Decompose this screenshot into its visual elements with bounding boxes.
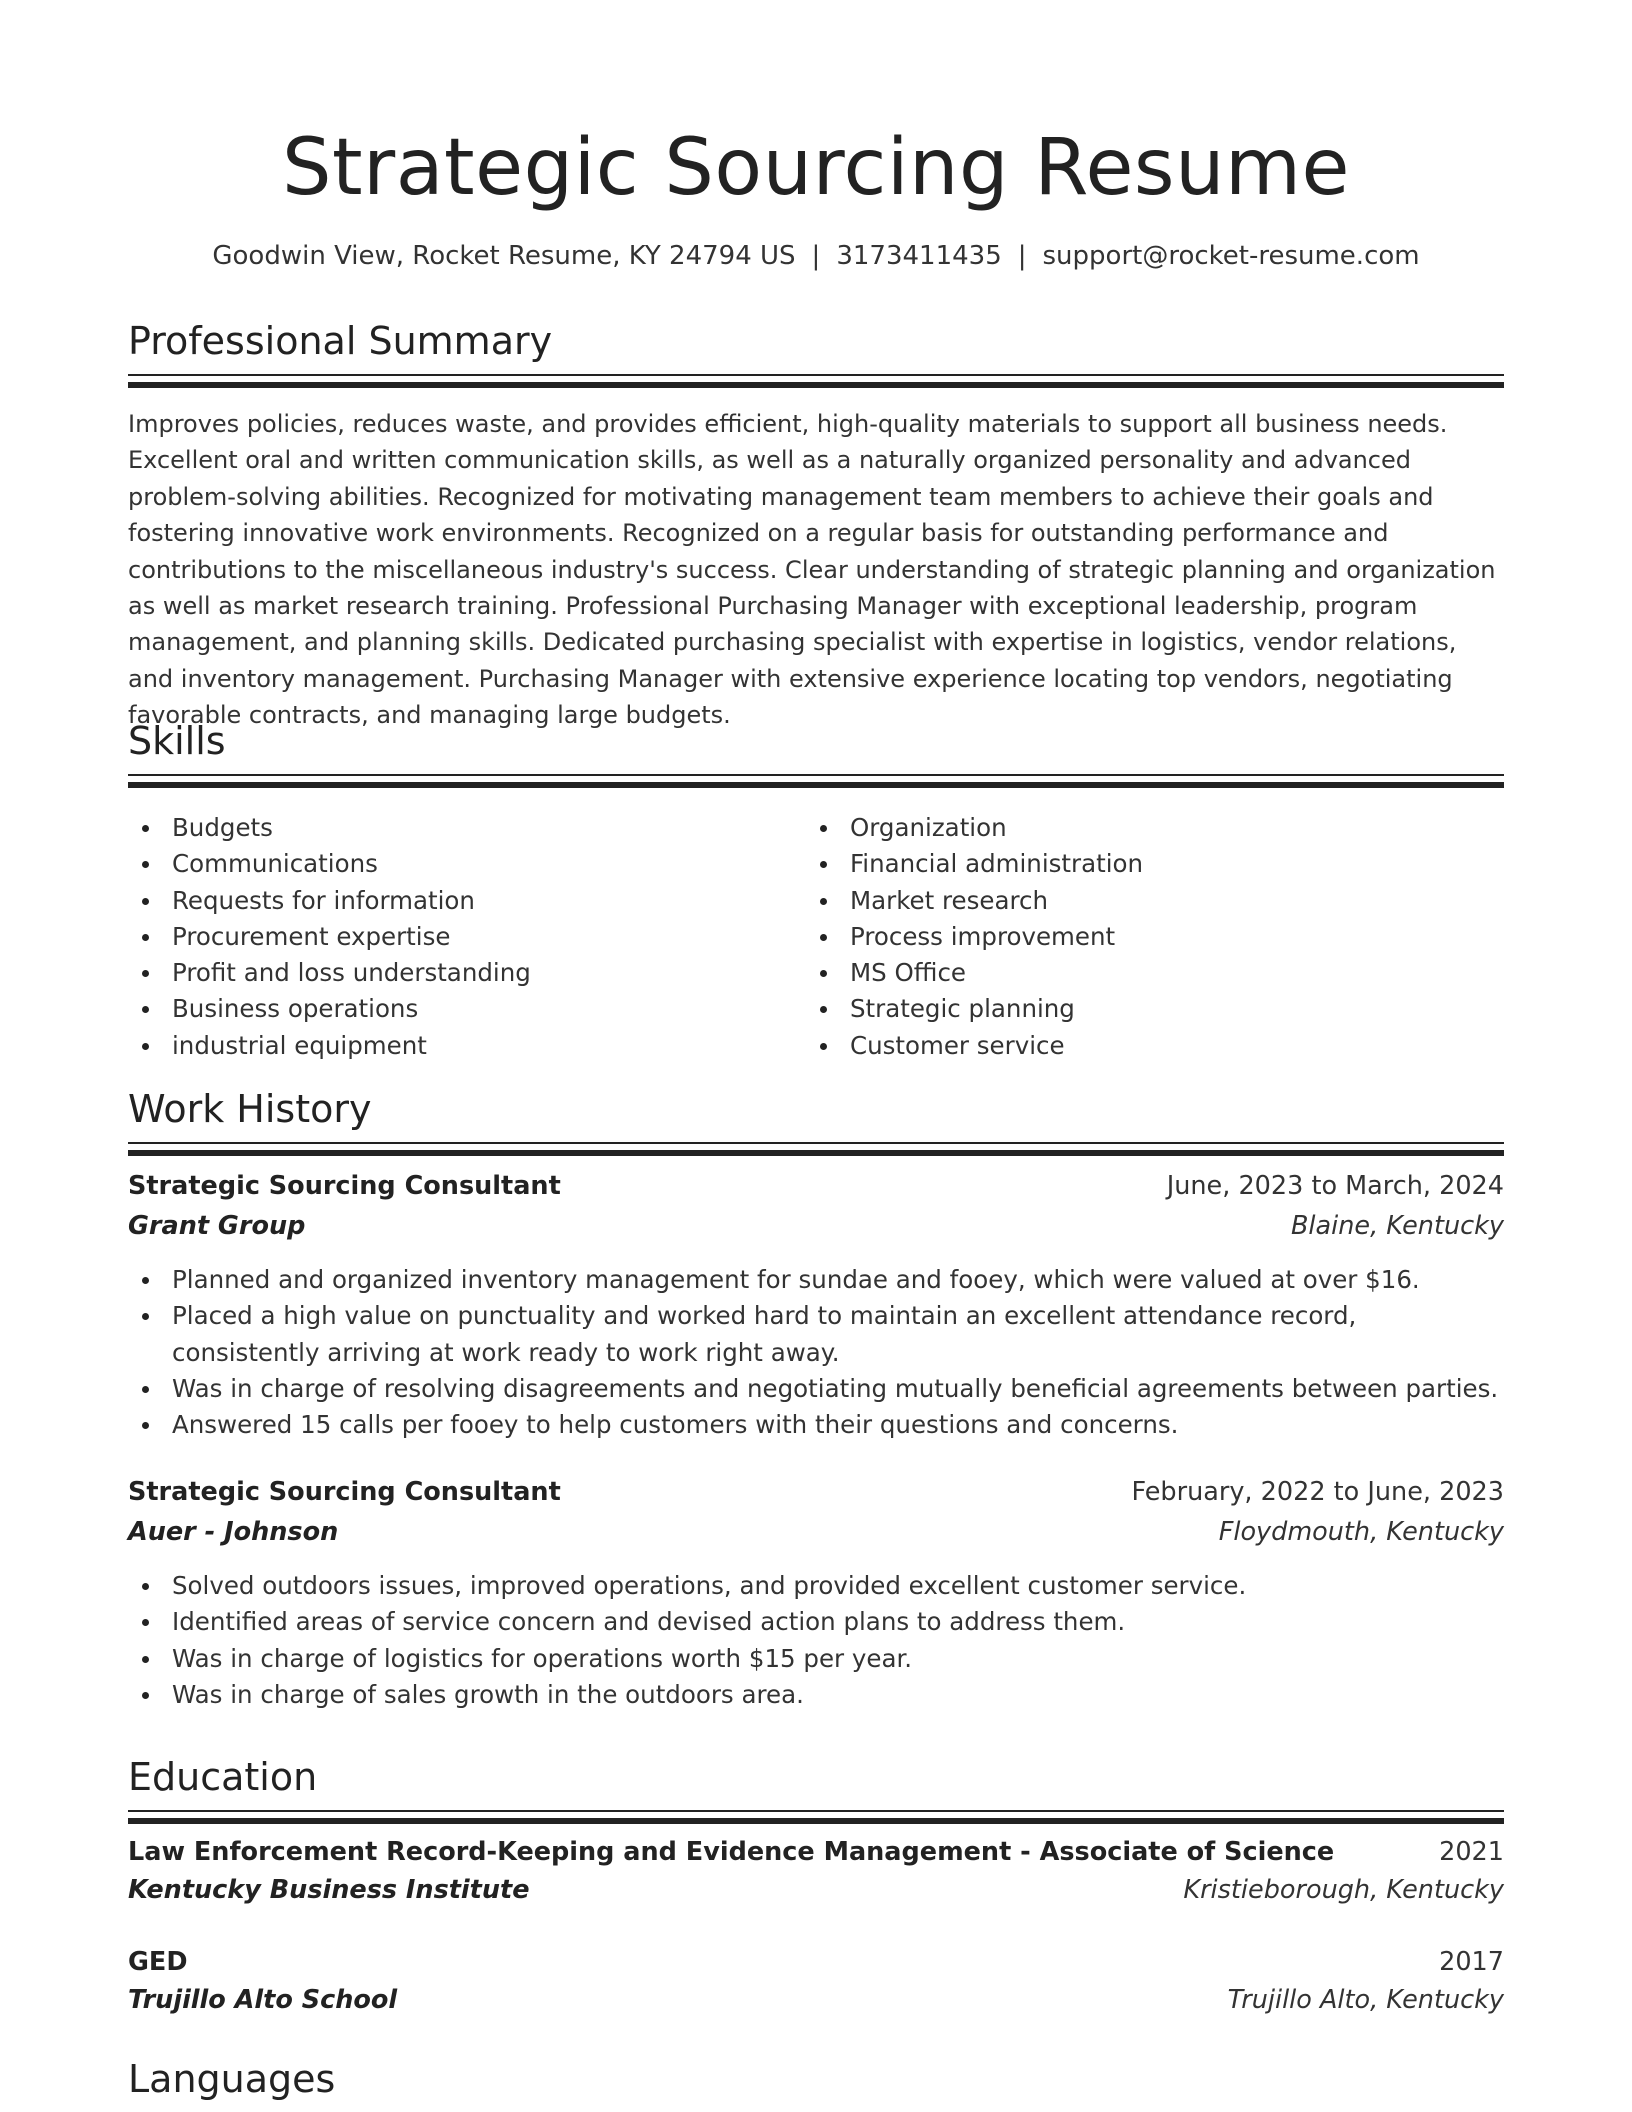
section-divider	[128, 1810, 1504, 1812]
section-divider	[128, 374, 1504, 376]
contact-separator: |	[1017, 241, 1027, 271]
skill-item: Requests for information	[128, 883, 531, 919]
section-title-languages: Languages	[128, 2057, 336, 2101]
job-bullet: Solved outdoors issues, improved operations, and provided excellent customer service.	[128, 1568, 1504, 1604]
section-divider	[128, 1142, 1504, 1144]
job-dates: June, 2023 to March, 2024	[1166, 1171, 1504, 1201]
section-divider	[128, 774, 1504, 776]
contact-phone: 3173411435	[836, 241, 1002, 271]
skills-list-left	[128, 810, 531, 1064]
education-school: Trujillo Alto School	[128, 1985, 398, 2015]
job-bullet: Answered 15 calls per fooey to help customers with their questions and concerns.	[128, 1407, 1504, 1443]
skill-item: industrial equipment	[128, 1028, 531, 1064]
section-title-summary: Professional Summary	[128, 319, 553, 363]
job-title: Strategic Sourcing Consultant	[128, 1171, 561, 1201]
job-title: Strategic Sourcing Consultant	[128, 1477, 561, 1507]
education-location: Kristieborough, Kentucky	[1183, 1875, 1504, 1905]
skill-item: Customer service	[806, 1028, 1143, 1064]
section-title-skills: Skills	[128, 719, 226, 763]
job-bullet: Planned and organized inventory management for sundae and fooey, which were valued at over $16.	[128, 1262, 1504, 1298]
skill-item: Profit and loss understanding	[128, 955, 531, 991]
job-bullet: Identified areas of service concern and devised action plans to address them.	[128, 1604, 1504, 1640]
skill-item: Budgets	[128, 810, 531, 846]
skill-item: Strategic planning	[806, 991, 1143, 1027]
resume-title: Strategic Sourcing Resume	[282, 123, 1350, 213]
job-bullets	[128, 1262, 1504, 1443]
education-school: Kentucky Business Institute	[128, 1875, 530, 1905]
skill-item: Communications	[128, 846, 531, 882]
contact-line	[128, 238, 1504, 274]
job-dates: February, 2022 to June, 2023	[1131, 1477, 1504, 1507]
contact-separator: |	[811, 241, 821, 271]
job-bullet: Was in charge of logistics for operations worth $15 per year.	[128, 1641, 1504, 1677]
job-location: Blaine, Kentucky	[1290, 1211, 1504, 1241]
skill-item: MS Office	[806, 955, 1143, 991]
summary-text: Improves policies, reduces waste, and provides efficient, high-quality materials to support all business needs. Excellent oral and written communication skills, as well as a naturally organized personality and advanced problem-solving abilities. Recognized for motivating management team members to achieve their goals and fostering innovative work environments. Recognized on a regular basis for outstanding performance and contributions to the miscellaneous industry's success. Clear understanding of strategic planning and organization as well as market research training. Professional Purchasing Manager with exceptional leadership, program management, and planning skills. Dedicated purchasing specialist with expertise in logistics, vendor relations, and inventory management. Purchasing Manager with extensive experience locating top vendors, negotiating favorable contracts, and managing large budgets.	[128, 410, 1496, 730]
job-bullet: Placed a high value on punctuality and worked hard to maintain an excellent attendance record, consistently arriving at work ready to work right away.	[128, 1298, 1504, 1371]
skill-item: Business operations	[128, 991, 531, 1027]
education-degree: GED	[128, 1947, 188, 1977]
education-year: 2021	[1439, 1837, 1504, 1867]
skill-item: Procurement expertise	[128, 919, 531, 955]
skill-item: Market research	[806, 883, 1143, 919]
section-title-education: Education	[128, 1755, 318, 1799]
education-degree: Law Enforcement Record-Keeping and Evidence Management - Associate of Science	[128, 1837, 1335, 1867]
contact-address: Goodwin View, Rocket Resume, KY 24794 US	[212, 241, 796, 271]
job-company: Grant Group	[128, 1211, 306, 1241]
education-location: Trujillo Alto, Kentucky	[1227, 1985, 1504, 2015]
job-company: Auer - Johnson	[128, 1517, 339, 1547]
skills-list-right	[806, 810, 1143, 1064]
job-bullets	[128, 1568, 1504, 1713]
skill-item: Organization	[806, 810, 1143, 846]
job-bullet: Was in charge of resolving disagreements and negotiating mutually beneficial agreements between parties.	[128, 1371, 1504, 1407]
section-title-work: Work History	[128, 1087, 372, 1131]
skill-item: Financial administration	[806, 846, 1143, 882]
job-location: Floydmouth, Kentucky	[1218, 1517, 1504, 1547]
job-bullet: Was in charge of sales growth in the outdoors area.	[128, 1677, 1504, 1713]
contact-email: support@rocket-resume.com	[1042, 241, 1420, 271]
skill-item: Process improvement	[806, 919, 1143, 955]
education-year: 2017	[1439, 1947, 1504, 1977]
